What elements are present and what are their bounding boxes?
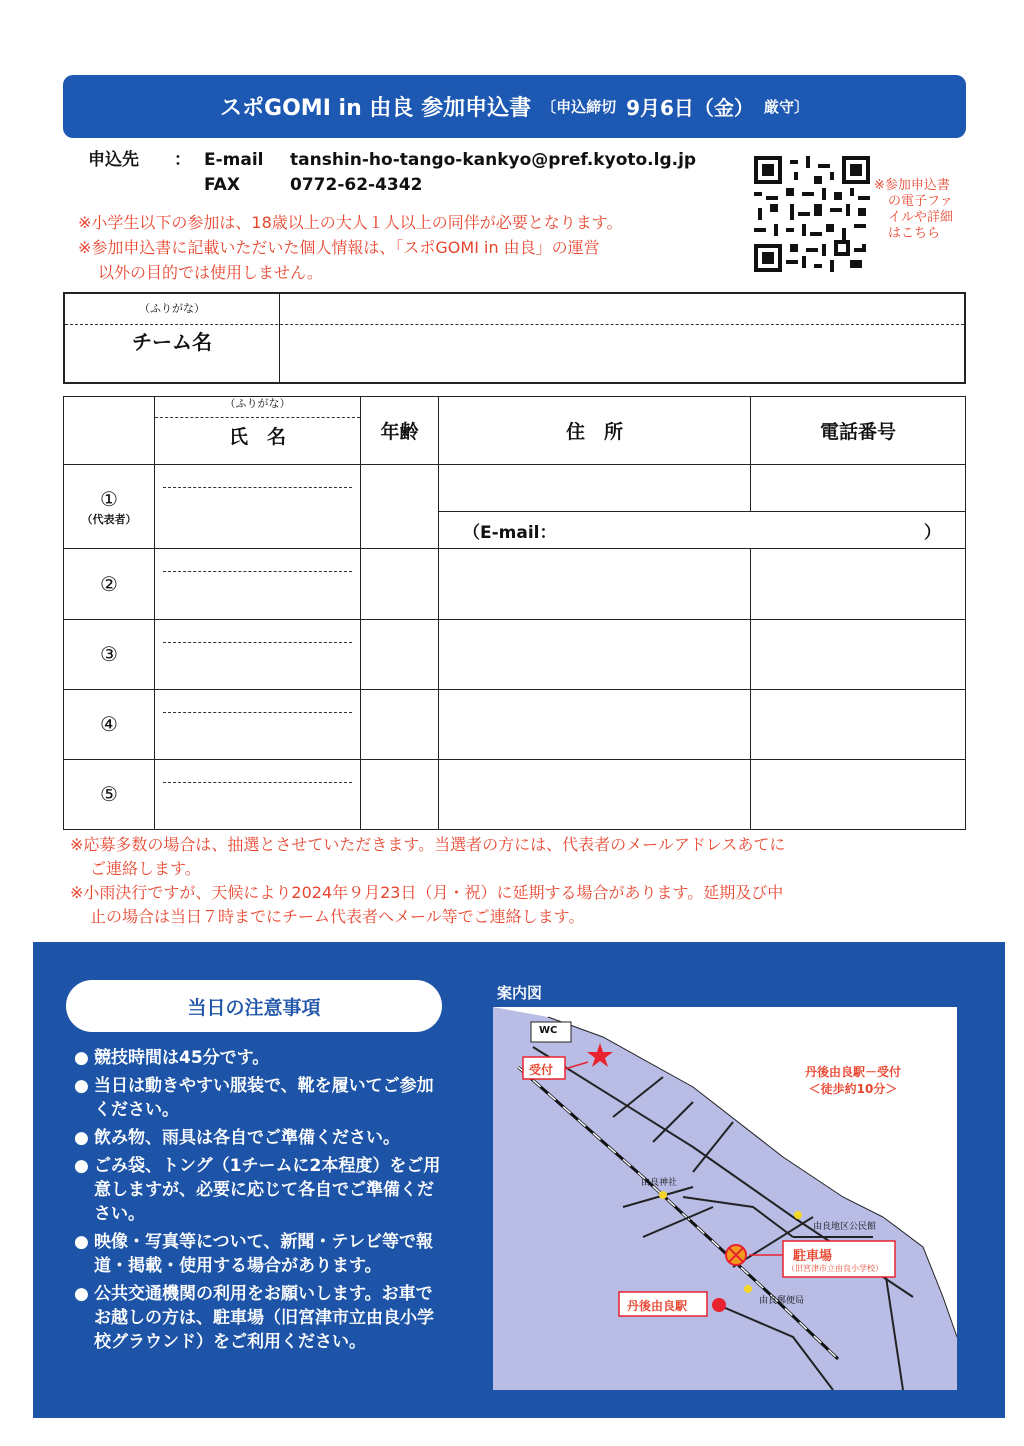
email-line-label: （E-mail：	[463, 522, 557, 543]
header-name-label: 氏 名	[228, 425, 286, 448]
phone-cell[interactable]	[751, 549, 966, 619]
team-name-box	[63, 292, 966, 384]
map-label: 案内図	[497, 984, 543, 1002]
note-line: ご連絡します。	[90, 859, 201, 878]
phone-cell[interactable]	[751, 759, 966, 829]
header-banner	[63, 75, 966, 138]
qr-note-line: イルや詳細	[888, 210, 954, 225]
address-cell[interactable]	[439, 549, 751, 619]
age-cell[interactable]	[361, 549, 439, 619]
note-line: ※応募多数の場合は、抽選とさせていただきます。当選者の方には、代表者のメールアドレスあてに	[70, 835, 786, 854]
deadline-prefix: 〔申込締切	[541, 98, 617, 116]
qr-note-line: はこちら	[888, 226, 941, 241]
row-number	[64, 465, 155, 549]
form-title: スポGOMI in 由良 参加申込書	[220, 96, 532, 121]
row-index: ①	[100, 486, 118, 511]
participants-table	[63, 396, 966, 830]
name-cell[interactable]	[155, 549, 361, 619]
header-furigana: （ふりがな）	[224, 396, 291, 410]
guide-map[interactable]	[493, 1007, 957, 1390]
notice-item: ● 競技時間は45分です。	[74, 1048, 270, 1068]
team-label-cell	[65, 294, 280, 382]
wc-label: WC	[539, 1025, 558, 1036]
address-input[interactable]	[439, 465, 751, 511]
bottom-notes	[70, 833, 970, 929]
header-address: 住 所	[439, 397, 751, 465]
fax-label: FAX	[204, 175, 240, 195]
note-line: 以外の目的では使用しません。	[98, 263, 323, 282]
phone-cell[interactable]	[751, 619, 966, 689]
hall-label: 由良地区公民館	[813, 1222, 877, 1232]
qr-note-line: ※参加申込書	[874, 178, 950, 193]
notice-item: ● 映像・写真等について、新聞・テレビ等で報道・掲載・使用する場合があります。	[74, 1232, 433, 1276]
age-cell[interactable]	[361, 465, 439, 549]
contact-label: 申込先	[88, 150, 139, 170]
parking-sub-label: （旧宮津市立由良小学校）	[787, 1264, 883, 1273]
contact-colon: ：	[174, 150, 191, 170]
qr-code-icon[interactable]	[754, 156, 870, 272]
notice-title: 当日の注意事項	[66, 980, 442, 1032]
name-cell[interactable]	[155, 619, 361, 689]
age-cell[interactable]	[361, 759, 439, 829]
contact-block	[88, 148, 696, 198]
reception-star-icon	[611, 1053, 612, 1054]
header-age: 年齢	[361, 397, 439, 465]
fax-number: 0772-62-4342	[290, 175, 423, 195]
shrine-label: 由良神社	[641, 1178, 678, 1188]
phone-input[interactable]	[751, 465, 965, 511]
row-number: ②	[64, 549, 155, 619]
team-name-input[interactable]	[281, 326, 964, 382]
note-line: 止の場合は当日７時までにチーム代表者へメール等でご連絡します。	[90, 907, 585, 926]
notice-item: ● 当日は動きやすい服装で、靴を履いてご参加ください。	[74, 1076, 434, 1120]
email-address[interactable]: tanshin-ho-tango-kankyo@pref.kyoto.lg.jp	[290, 150, 697, 170]
deadline-date: 9月6日（金）	[626, 96, 754, 120]
name-cell[interactable]	[155, 759, 361, 829]
notice-list	[74, 1046, 444, 1358]
station-label: 丹後由良駅	[627, 1299, 688, 1313]
address-phone-cell	[439, 465, 966, 549]
route-text: 丹後由良駅－受付	[804, 1065, 901, 1079]
note-line: ※小学生以下の参加は、18歳以上の大人１人以上の同伴が必要となります。	[78, 213, 623, 232]
address-cell[interactable]	[439, 759, 751, 829]
parking-label: 駐車場	[793, 1249, 833, 1264]
notice-item: ● 飲み物、雨具は各自でご準備ください。	[74, 1128, 400, 1148]
note-line: ※小雨決行ですが、天候により2024年９月23日（月・祝）に延期する場合があります。延期及び中	[70, 883, 784, 902]
header-name	[155, 397, 361, 465]
top-notes	[78, 210, 758, 285]
row-number: ⑤	[64, 759, 155, 829]
row-number: ③	[64, 619, 155, 689]
email-label: E-mail	[204, 150, 264, 170]
team-label: チーム名	[132, 330, 212, 354]
email-line-close: ）	[924, 522, 941, 543]
name-cell[interactable]	[155, 689, 361, 759]
qr-note-line: の電子ファ	[888, 194, 953, 209]
notice-item: ● 公共交通機関の利用をお願いします。お車でお越しの方は、駐車場（旧宮津市立由良小学校グラウンド）をご利用ください。	[74, 1284, 434, 1352]
qr-note	[874, 178, 970, 242]
furigana-divider	[65, 324, 964, 325]
address-cell[interactable]	[439, 619, 751, 689]
route-label	[783, 1063, 923, 1097]
address-cell[interactable]	[439, 689, 751, 759]
email-row[interactable]	[439, 512, 965, 548]
deadline-suffix: 厳守〕	[763, 98, 809, 116]
header-phone: 電話番号	[751, 397, 966, 465]
note-line: ※参加申込書に記載いただいた個人情報は、「スポGOMI in 由良」の運営	[78, 238, 600, 257]
age-cell[interactable]	[361, 689, 439, 759]
age-cell[interactable]	[361, 619, 439, 689]
post-office-label: 由良郵便局	[759, 1296, 805, 1306]
row-number: ④	[64, 689, 155, 759]
phone-cell[interactable]	[751, 689, 966, 759]
name-cell[interactable]	[155, 465, 361, 549]
walk-time: ＜徒歩約10分＞	[808, 1082, 898, 1096]
header-blank	[64, 397, 155, 465]
team-furigana: （ふりがな）	[139, 302, 205, 315]
representative-label: （代表者）	[81, 512, 137, 526]
reception-label: 受付	[529, 1063, 554, 1077]
notice-item: ● ごみ袋、トング（1チームに2本程度）をご用意しますが、必要に応じて各自でご準備ください。	[74, 1156, 441, 1224]
